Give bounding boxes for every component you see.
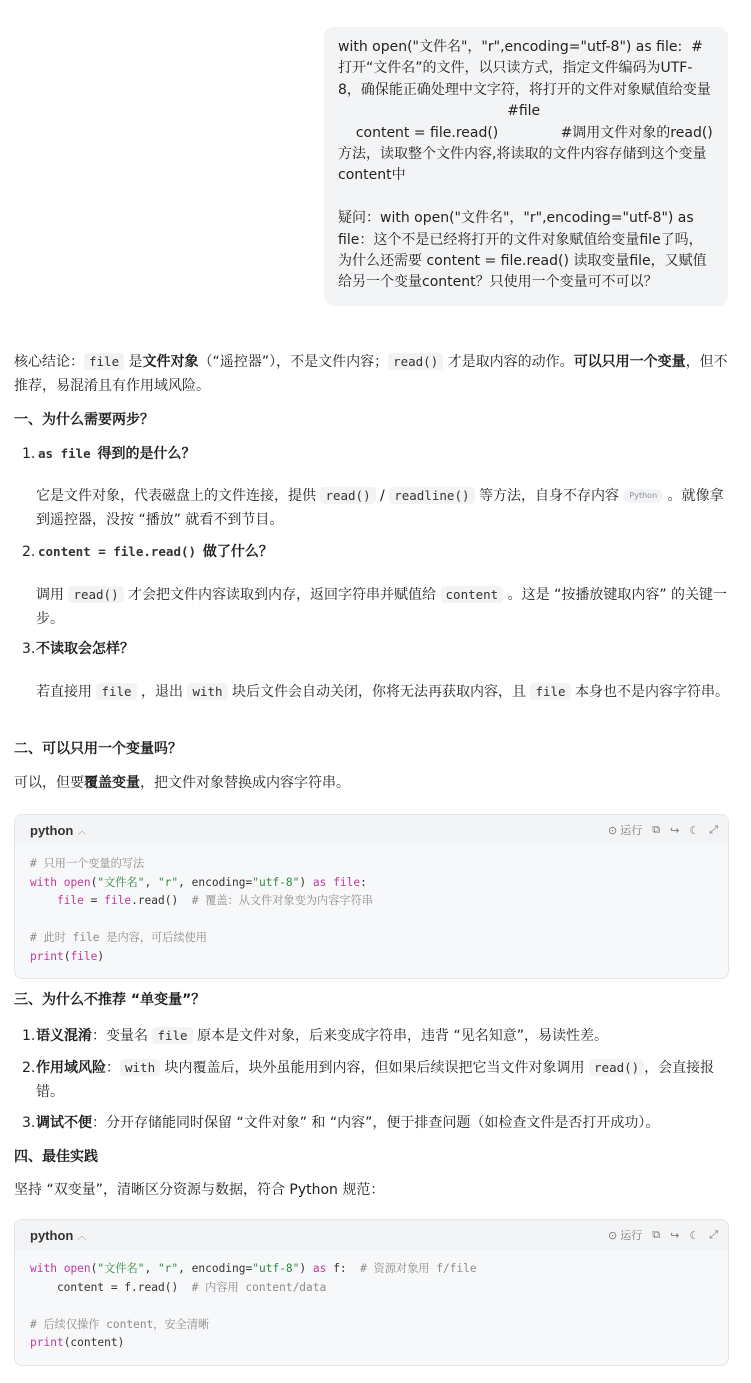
body-text: ：分开存储能同时保留 “文件对象” 和 “内容”，便于排查问题（如检查文件是否打开成功）。 <box>92 1115 660 1131</box>
inline-code: read() <box>320 487 375 504</box>
code-token: ) <box>97 949 105 963</box>
code-token: = <box>83 894 105 907</box>
intro-text: 才是取内容的动作。 <box>443 354 574 370</box>
user-message-paragraph: content = file.read() #调用文件对象的read()方法，读取整个文件内容,将读取的文件内容存储到这个变量content中 <box>338 124 713 184</box>
code-string: "文件名" <box>97 1262 145 1275</box>
list-number: 3. <box>22 1115 36 1131</box>
code-string: "文件名" <box>97 875 145 889</box>
code-token: with <box>30 1262 57 1275</box>
list-bold: 作用域风险 <box>36 1060 106 1076</box>
play-circle-icon: ⊙ <box>608 823 618 837</box>
section-heading-2: 二、可以只用一个变量吗？ <box>14 741 182 757</box>
code-token: open <box>63 875 91 889</box>
code-comment: # 后续仅操作 content，安全清晰 <box>30 1317 210 1331</box>
code-token: , encoding= <box>178 875 253 889</box>
intro-text: （“遥控器”），不是文件内容； <box>198 354 389 370</box>
code-token: , <box>144 1262 158 1275</box>
inline-code: with <box>187 683 227 700</box>
list-title-text: 得到的是什么？ <box>92 446 196 462</box>
copy-icon[interactable]: ⧉ <box>652 1228 661 1241</box>
run-button[interactable] <box>608 822 642 838</box>
body-text: 可以，但要 <box>14 775 84 791</box>
body-text: ： <box>106 1060 120 1076</box>
body-text: 本身也不是内容字符串。 <box>570 684 730 700</box>
section-4-text: 坚持 “双变量”，清晰区分资源与数据，符合 Python 规范： <box>14 1182 385 1198</box>
body-text: / <box>375 488 390 504</box>
body-text: 调用 <box>36 587 69 603</box>
body-text: 它是文件对象，代表磁盘上的文件连接，提供 <box>36 488 321 504</box>
code-string: "r" <box>157 1262 179 1275</box>
inline-code: file <box>96 683 136 700</box>
body-text: 块内覆盖后，块外虽能用到内容，但如果后续误把它当文件对象调用 <box>160 1060 590 1076</box>
run-label: 运行 <box>620 824 643 837</box>
code-token: ) <box>299 875 313 889</box>
body-text: 。这是 “按播放键取内容” 的关键一步。 <box>36 587 728 627</box>
list-number: 1. <box>22 446 36 462</box>
intro-bold: 可以只用一个变量 <box>573 354 686 370</box>
code-token <box>30 894 57 907</box>
code-token: file <box>333 875 361 889</box>
body-text: 等方法，自身不存内容 <box>474 488 624 504</box>
code-token: print <box>30 949 64 963</box>
code-token: , encoding= <box>178 1262 253 1275</box>
code-token: file <box>70 949 98 963</box>
code-content[interactable] <box>15 845 728 978</box>
user-message-paragraph: #file <box>338 103 541 120</box>
code-block-header <box>15 1220 728 1250</box>
code-token: ( <box>63 949 71 963</box>
intro-bold: 文件对象 <box>142 354 199 370</box>
section-heading-1: 一、为什么需要两步？ <box>14 412 154 428</box>
inline-code: file <box>530 683 570 700</box>
code-string: "utf-8" <box>252 875 300 889</box>
run-label: 运行 <box>620 1229 643 1242</box>
theme-toggle-icon[interactable]: ☾ <box>689 1228 700 1242</box>
play-circle-icon: ⊙ <box>608 1228 618 1242</box>
list-number: 2. <box>22 544 36 560</box>
code-comment: # 只用一个变量的写法 <box>30 857 145 870</box>
intro-paragraph <box>14 350 730 398</box>
inline-code: content <box>441 586 504 603</box>
python-source-badge[interactable]: Python <box>623 489 663 503</box>
intro-text: 是 <box>124 354 143 370</box>
intro-text: ，但不推荐，易混淆且有作用域风险。 <box>14 354 728 394</box>
code-token: ( <box>90 1262 98 1275</box>
body-text: ，把文件对象替换成内容字符串。 <box>140 775 350 791</box>
inline-code: read() <box>68 586 123 603</box>
body-text: 若直接用 <box>36 684 97 700</box>
list-number: 3. <box>22 641 36 657</box>
code-token: print <box>30 1336 64 1349</box>
body-text: 。就像拿到遥控器，没按 “播放” 就看不到节目。 <box>36 488 724 528</box>
collapse-caret-icon[interactable]: ︿ <box>77 826 87 837</box>
list-bold: 语义混淆 <box>36 1028 92 1044</box>
body-text: 原本是文件对象，后来变成字符串，违背 “见名知意”，易读性差。 <box>192 1028 608 1044</box>
code-language-label: python <box>30 822 74 838</box>
body-text: 块后文件会自动关闭，你将无法再获取内容，且 <box>227 684 531 700</box>
run-button[interactable] <box>608 1227 642 1243</box>
section-2-text <box>14 771 730 795</box>
user-message-bubble <box>324 27 728 306</box>
code-string: "utf-8" <box>252 1262 300 1275</box>
inline-code: file <box>152 1027 192 1044</box>
code-comment: # 内容用 content/data <box>191 1280 327 1294</box>
inline-code: file <box>84 353 124 370</box>
inline-code: with <box>120 1059 160 1076</box>
code-comment: # 此时 file 是内容，可后续使用 <box>30 931 207 944</box>
code-token: open <box>63 1262 91 1275</box>
code-token: content = f.read() <box>30 1280 192 1294</box>
inline-code: read() <box>388 353 443 370</box>
code-token: f: <box>326 1262 361 1275</box>
theme-toggle-icon[interactable]: ☾ <box>689 823 700 837</box>
user-message-question: 疑问：with open("文件名"，"r",encoding="utf-8") as file：这个不是已经将打开的文件对象赋值给变量file了吗，为什么还需要 content = file.read() 读取变量file，又赋值给另一个变量content？只使用一个变量可不可以？ <box>338 210 707 291</box>
code-block <box>14 814 729 979</box>
body-text: ：变量名 <box>92 1028 153 1044</box>
section-heading-3: 三、为什么不推荐 “单变量”？ <box>14 992 206 1008</box>
code-token: ( <box>90 875 98 889</box>
collapse-caret-icon[interactable]: ︿ <box>77 1231 87 1242</box>
intro-text: 核心结论： <box>14 354 84 370</box>
code-token: as <box>312 875 327 889</box>
copy-icon[interactable]: ⧉ <box>652 823 661 836</box>
list-number: 1. <box>22 1028 36 1044</box>
section-heading-4: 四、最佳实践 <box>14 1149 98 1165</box>
inline-code: readline() <box>389 487 474 504</box>
list-number: 2. <box>22 1060 36 1076</box>
body-text: ，退出 <box>136 684 188 700</box>
code-comment: # 覆盖：从文件对象变为内容字符串 <box>191 894 373 907</box>
inline-code: as file <box>38 446 91 461</box>
code-string: "r" <box>157 875 179 889</box>
body-bold: 覆盖变量 <box>84 775 140 791</box>
code-token: ) <box>299 1262 313 1275</box>
body-text: 才会把文件内容读取到内存，返回字符串并赋值给 <box>123 587 441 603</box>
share-icon[interactable]: ↪ <box>670 823 680 837</box>
list-title-text: 做了什么？ <box>198 544 273 560</box>
code-token: as <box>312 1262 327 1275</box>
code-token: : <box>360 875 367 889</box>
share-icon[interactable]: ↪ <box>670 1228 680 1242</box>
user-message-paragraph: with open("文件名"，"r",encoding="utf-8") as file: #打开“文件名”的文件，以只读方式，指定文件编码为UTF-8，确保能正确处理中文字符，将打开的文件对象赋值给变量 <box>338 39 711 98</box>
code-token: , <box>144 875 158 889</box>
inline-code: content = file.read() <box>38 544 197 559</box>
code-language-label: python <box>30 1227 74 1243</box>
code-token: with <box>30 875 57 889</box>
inline-code: read() <box>589 1059 644 1076</box>
code-token: file <box>104 894 132 907</box>
code-comment: # 资源对象用 f/file <box>360 1262 477 1275</box>
list-bold: 调试不便 <box>36 1115 92 1131</box>
expand-icon[interactable]: ⤢ <box>709 1228 718 1241</box>
code-block <box>14 1219 729 1366</box>
list-title-text: 不读取会怎样？ <box>36 641 134 657</box>
code-token: .read() <box>131 894 192 907</box>
expand-icon[interactable]: ⤢ <box>709 823 718 836</box>
body-text: ，会直接报错。 <box>36 1060 715 1100</box>
code-token: (content) <box>63 1336 125 1349</box>
code-content[interactable] <box>15 1250 728 1365</box>
code-block-header <box>15 815 728 845</box>
code-token: file <box>56 894 84 907</box>
